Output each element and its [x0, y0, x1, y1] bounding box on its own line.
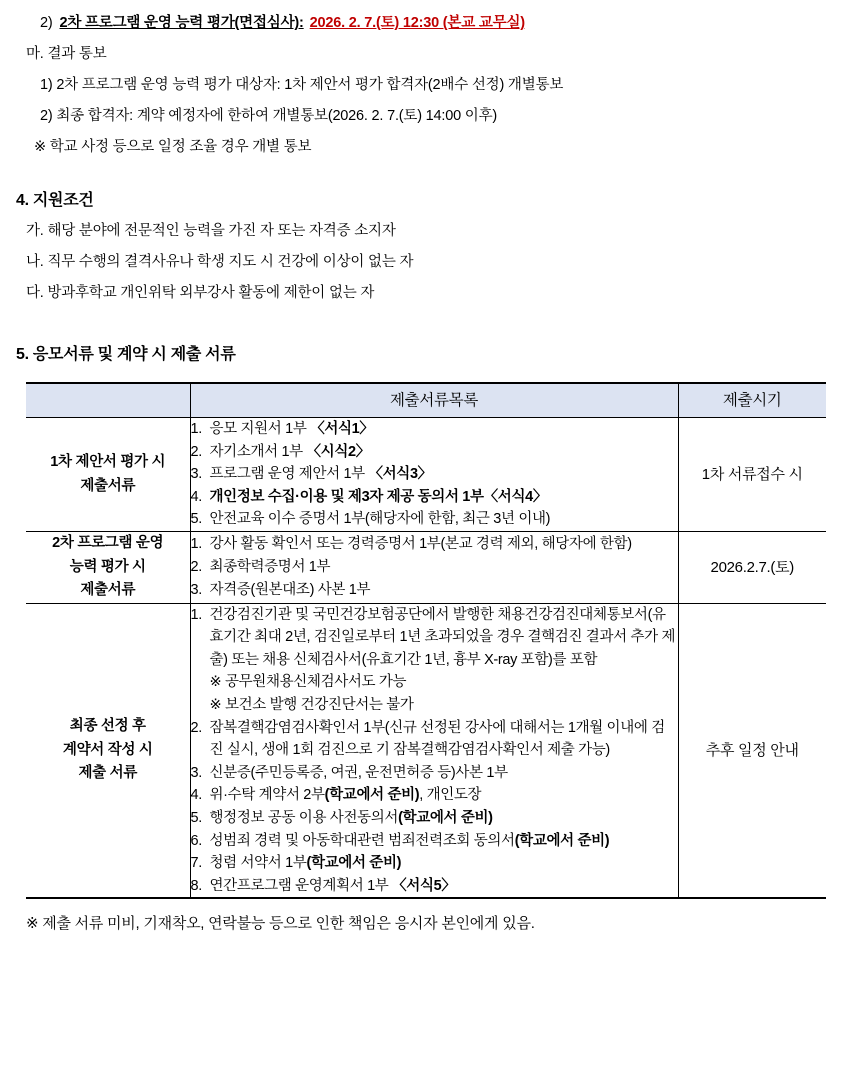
- document-item-subnote: ※ 보건소 발행 건강진단서는 불가: [209, 696, 414, 713]
- document-item: [191, 463, 678, 486]
- document-item-number: 4.: [190, 787, 202, 804]
- document-item-plain: 응모 지원서 1부: [209, 421, 311, 437]
- row-label-line: 2차 프로그램 운영: [52, 535, 164, 552]
- document-item-plain: 청렴 서약서 1부: [209, 855, 307, 872]
- document-item-plain: 연간프로그램 운영계획서 1부: [209, 877, 393, 894]
- document-item-text: [210, 579, 678, 602]
- document-item: [191, 717, 678, 762]
- section-4-heading: 4. 지원조건: [16, 191, 94, 209]
- document-item-plain: 안전교육 이수 증명서 1부(해당자에 한함, 최근 3년 이내): [209, 511, 551, 528]
- document-item-number: 8.: [190, 877, 202, 894]
- document-item-emphasis: 〈서식1〉: [310, 421, 374, 437]
- document-item-emphasis: 〈서식4〉: [483, 488, 547, 505]
- spacer: [0, 370, 852, 382]
- row-submission-time-cell: 추후 일정 안내: [678, 603, 826, 898]
- document-item-emphasis: 개인정보 수집·이용 및 제3자 제공 동의서 1부: [209, 488, 484, 505]
- document-item-plain: 성범죄 경력 및 아동학대관련 범죄전력조회 동의서: [209, 832, 515, 849]
- interview-datetime: 2026. 2. 7.(토) 12:30 (본교 교무실): [309, 15, 525, 32]
- schedule-block: [0, 0, 852, 163]
- document-item-text: [210, 486, 678, 509]
- document-item-emphasis: (학교에서 준비): [398, 809, 493, 826]
- table-row: [26, 603, 826, 898]
- table-row: [26, 418, 826, 532]
- document-item-number: 1.: [190, 421, 202, 437]
- submission-documents-table: [26, 382, 826, 899]
- document-item-emphasis: 〈시식2〉: [306, 443, 370, 460]
- document-item-number: 2.: [190, 443, 202, 460]
- document-item-plain: 프로그램 운영 제안서 1부: [209, 466, 369, 483]
- document-item: [191, 762, 678, 785]
- row-label-line: 계약서 작성 시: [62, 741, 153, 758]
- document-item-plain: 강사 활동 확인서 또는 경력증명서 1부(본교 경력 제외, 해당자에 한함): [209, 536, 632, 553]
- document-item-emphasis: (학교에서 준비): [514, 832, 610, 849]
- document-item-plain: 최종학력증명서 1부: [209, 558, 331, 575]
- document-item-plain: 자격증(원본대조) 사본 1부: [209, 581, 371, 598]
- document-item-text: [210, 875, 678, 898]
- document-item-text: [210, 784, 678, 807]
- row-submission-time-cell: 1차 서류접수 시: [678, 418, 826, 532]
- spacer: [0, 163, 852, 185]
- row-label-line: 제출서류: [80, 477, 136, 494]
- submission-documents-table-wrapper: [26, 382, 826, 899]
- result-item-2: 2) 최종 합격자: 계약 예정자에 한하여 개별통보(2026. 2. 7.(토) 14:00 이후): [40, 108, 498, 125]
- document-item: [191, 784, 678, 807]
- document-item: [191, 486, 678, 509]
- row-submission-time-cell: 2026.2.7.(토): [678, 532, 826, 603]
- document-item-text: [210, 604, 678, 672]
- row-label-cell: [26, 532, 190, 603]
- document-item-text: [210, 830, 678, 853]
- section-4-item-3: 다. 방과후학교 개인위탁 외부강사 활동에 제한이 없는 자: [26, 285, 375, 302]
- document-item-plain: , 개인도장: [419, 787, 482, 804]
- document-item-text: [210, 556, 678, 579]
- document-item: [191, 875, 678, 898]
- row-label-cell: [26, 418, 190, 532]
- table-header-document-list: 제출서류목록: [190, 383, 678, 418]
- spacer: [0, 309, 852, 339]
- table-header-submission-time: 제출시기: [678, 383, 826, 418]
- document-item-plain: 위·수탁 계약서 2부: [209, 787, 325, 804]
- section-4-item-1: 가. 해당 분야에 전문적인 능력을 가진 자 또는 자격증 소지자: [26, 223, 396, 240]
- document-item-number: 3.: [190, 764, 202, 781]
- document-item-text: [210, 807, 678, 830]
- document-item-plain: 자기소개서 1부: [209, 443, 307, 460]
- document-item: [191, 852, 678, 875]
- row-label-line: 제출 서류: [78, 765, 138, 782]
- document-item-number: 3.: [190, 581, 202, 598]
- document-item-text: [210, 508, 678, 531]
- document-item-subnote: ※ 공무원채용신체검사서도 가능: [209, 674, 407, 691]
- document-item-plain: 잠복결핵감염검사확인서 1부(신규 선정된 강사에 대해서는 1개월 이내에 검진 실시, 생애 1회 검진으로 기 잠복결핵감염검사확인서 제출 가능): [209, 719, 665, 759]
- section-5-heading: 5. 응모서류 및 계약 시 제출 서류: [16, 345, 236, 363]
- document-item: [191, 579, 678, 602]
- document-item-text: [210, 463, 678, 486]
- document-item-number: 7.: [190, 855, 202, 872]
- document-item-list: [191, 418, 678, 531]
- document-item-list: [191, 604, 678, 898]
- document-item-text: [210, 533, 678, 556]
- interview-schedule-line: [0, 8, 852, 39]
- document-item-text: [210, 852, 678, 875]
- row-label-cell: [26, 603, 190, 898]
- document-item: [191, 830, 678, 853]
- document-item-emphasis: (학교에서 준비): [324, 787, 420, 804]
- document-item-emphasis: 〈서식5〉: [392, 877, 456, 894]
- row-label-line: 최종 선정 후: [69, 718, 146, 735]
- section-4: [0, 185, 852, 309]
- document-item-text: [210, 441, 678, 464]
- document-item-number: 6.: [190, 832, 202, 849]
- document-item-text: [210, 762, 678, 785]
- document-item-number: 2.: [190, 558, 202, 575]
- row-items-cell: [190, 418, 678, 532]
- document-item: [191, 604, 678, 672]
- table-row: [26, 532, 826, 603]
- section-5: [0, 339, 852, 899]
- footer-note: ※ 제출 서류 미비, 기재착오, 연락불능 등으로 인한 책임은 응시자 본인에게 있음.: [26, 915, 535, 933]
- section-4-item-2: 나. 직무 수행의 결격사유나 학생 지도 시 건강에 이상이 없는 자: [26, 254, 414, 271]
- document-item-number: 5.: [190, 809, 202, 826]
- document-item-number: 4.: [190, 488, 202, 505]
- row-items-cell: [190, 532, 678, 603]
- interview-marker: 2): [40, 15, 53, 32]
- document-item-text: [210, 418, 678, 441]
- document-item-emphasis: (학교에서 준비): [306, 855, 402, 872]
- table-header-blank: [26, 383, 190, 418]
- row-items-cell: [190, 603, 678, 898]
- document-item-plain: 행정정보 공동 이용 사전동의서: [209, 809, 399, 826]
- row-label-line: 능력 평가 시: [69, 558, 146, 575]
- document-item-number: 1.: [190, 606, 202, 623]
- document-item-number: 5.: [190, 511, 202, 528]
- document-item-list: [191, 533, 678, 601]
- document-item-text: [210, 717, 678, 762]
- row-label-line: 제출서류: [80, 582, 136, 599]
- document-item: [191, 508, 678, 531]
- result-item-1: 1) 2차 프로그램 운영 능력 평가 대상자: 1차 제안서 평가 합격자(2배수 선정) 개별통보: [40, 77, 564, 94]
- document-item: [191, 807, 678, 830]
- table-body: [26, 418, 826, 899]
- table-header-row: [26, 383, 826, 418]
- document-item: [191, 533, 678, 556]
- document-item-number: 2.: [190, 719, 202, 736]
- result-note: ※ 학교 사정 등으로 일정 조율 경우 개별 통보: [34, 139, 312, 156]
- document-item: [191, 418, 678, 441]
- document-item-plain: 신분증(주민등록증, 여권, 운전면허증 등)사본 1부: [209, 764, 508, 781]
- document-item: [191, 441, 678, 464]
- document-item-number: 3.: [190, 466, 202, 483]
- result-notice-heading: 마. 결과 통보: [26, 46, 107, 63]
- document-item: [191, 556, 678, 579]
- document-item-number: 1.: [190, 536, 202, 553]
- row-label-line: 1차 제안서 평가 시: [50, 454, 166, 471]
- interview-label: 2차 프로그램 운영 능력 평가(면접심사):: [59, 15, 304, 32]
- document-item-plain: 건강검진기관 및 국민건강보험공단에서 발행한 채용건강검진대체통보서(유효기간 최대 2년, 검진일로부터 1년 초과되었을 경우 결핵검진 결과서 추가 제출) 또는 채용 신체검사서(유효기간 1년, 흉부 X-ray 포함)를 포함: [209, 606, 676, 668]
- document-item-emphasis: 〈서식3〉: [368, 466, 432, 483]
